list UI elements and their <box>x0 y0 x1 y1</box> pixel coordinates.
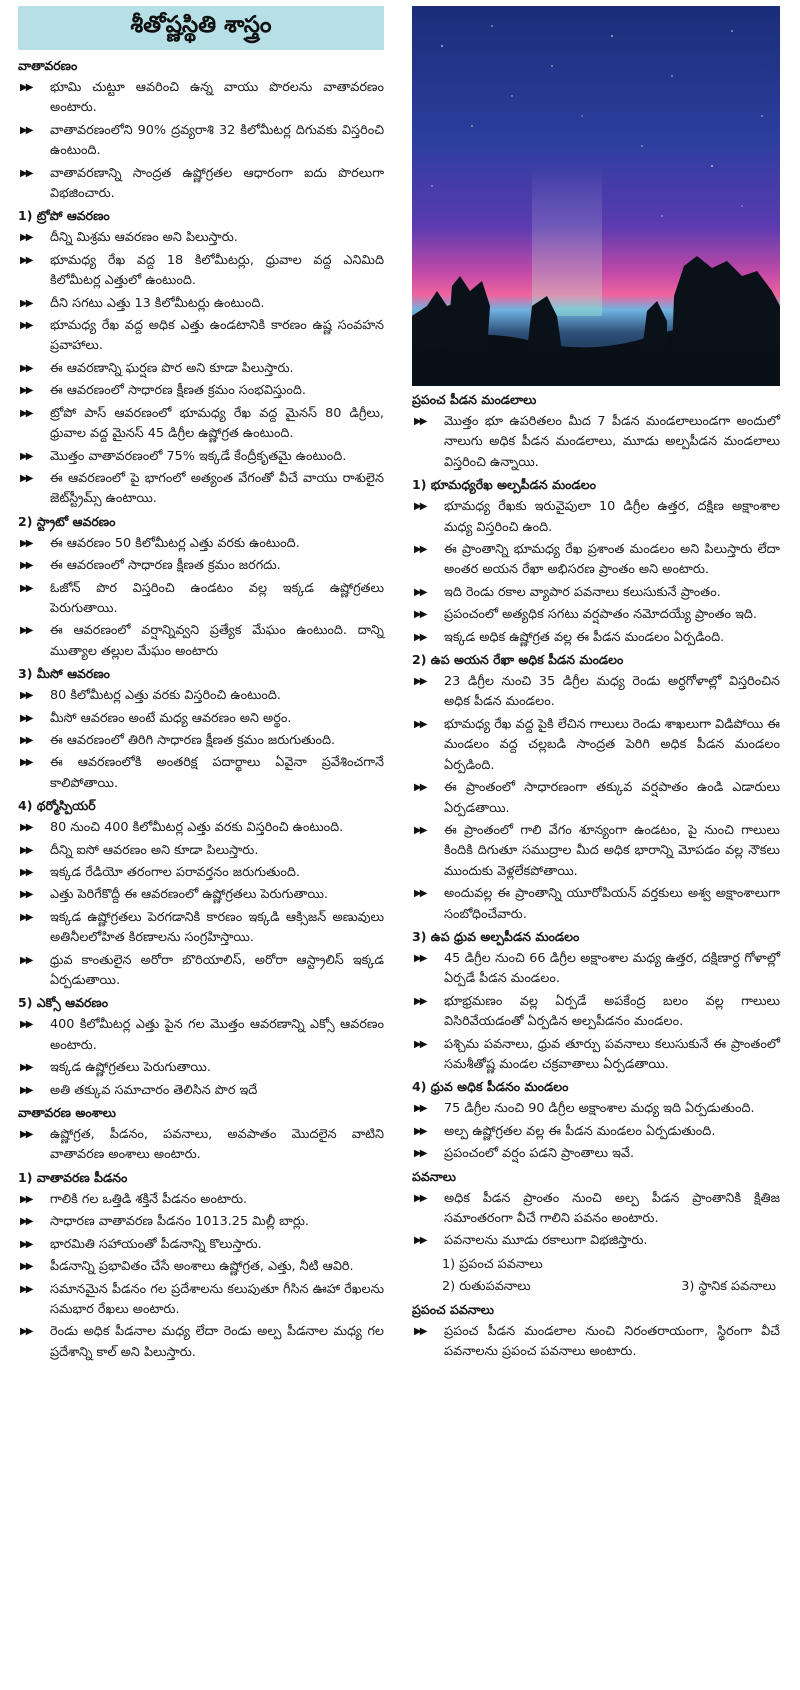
wind-type-2: 2) రుతుపవనాలు <box>442 1278 531 1294</box>
double-arrow-bullet-icon: ▶▶ <box>20 954 32 966</box>
right-column <box>412 6 780 1365</box>
double-arrow-bullet-icon: ▶▶ <box>20 124 32 136</box>
double-arrow-bullet-icon: ▶▶ <box>20 1261 32 1273</box>
pressure-belts-heading: ప్రపంచ పీడన మండలాలు <box>412 392 537 407</box>
bullet-text: ఎత్తు పెరిగేకొద్దీ ఈ ఆవరణంలో ఉష్ణోగ్రతలు పెరుగుతాయి. <box>50 887 328 903</box>
double-arrow-bullet-icon: ▶▶ <box>414 501 426 513</box>
bullet-text: మీసో ఆవరణం అంటే మధ్య ఆవరణం అని అర్థం. <box>50 710 292 726</box>
bullet-text: భూభ్రమణం వల్ల ఏర్పడే అపకేంద్ర బలం వల్ల గాలులు విసిరివేయడంతో ఏర్పడిన అల్పపీడనం మండలం. <box>444 993 780 1030</box>
bullet-item <box>18 951 384 992</box>
double-arrow-bullet-icon: ▶▶ <box>414 888 426 900</box>
double-arrow-bullet-icon: ▶▶ <box>414 782 426 794</box>
double-arrow-bullet-icon: ▶▶ <box>414 1103 426 1115</box>
bullet-text: పవనాలను మూడు రకాలుగా విభజిస్తారు. <box>444 1233 648 1249</box>
double-arrow-bullet-icon: ▶▶ <box>20 625 32 637</box>
subtrop-high-list <box>412 672 780 925</box>
bullet-item <box>18 908 384 949</box>
bullet-item <box>18 1081 384 1101</box>
bullet-text: మొత్తం వాతావరణంలో 75% ఇక్కడే కేంద్రీకృతమై ఉంటుంది. <box>50 448 347 464</box>
bullet-item <box>18 1125 384 1166</box>
bullet-text: వాతావరణాన్ని సాంద్రత ఉష్ణోగ్రతల ఆధారంగా ఐదు పొరలుగా విభజించారు. <box>50 165 384 202</box>
wind-type-row-2 <box>412 1276 780 1298</box>
bullet-item <box>18 1212 384 1232</box>
wind-type-1: 1) ప్రపంచ పవనాలు <box>442 1256 543 1272</box>
bullet-item <box>18 1322 384 1363</box>
bullet-text: 45 డిగ్రీల నుంచి 66 డిగ్రీల అక్షాంశాల మధ్య ఉత్తర, దక్షిణార్ధ గోళాల్లో ఏర్పడే పీడన మండలం. <box>444 950 780 987</box>
bullet-text: గాలికి గల ఒత్తిడి శక్తినే పీడనం అంటారు. <box>50 1191 248 1207</box>
bullet-item <box>18 251 384 292</box>
strato-heading: 2) స్ట్రాటో ఆవరణం <box>18 513 116 529</box>
bullet-text: వాతావరణంలోని 90% ద్రవ్యరాశి 32 కిలోమీటర్ల దిగువకు విస్తరించి ఉంటుంది. <box>50 122 384 159</box>
double-arrow-bullet-icon: ▶▶ <box>20 1193 32 1205</box>
bullet-item <box>18 404 384 445</box>
double-arrow-bullet-icon: ▶▶ <box>414 676 426 688</box>
elements-heading: వాతావరణ అంశాలు <box>18 1105 116 1121</box>
double-arrow-bullet-icon: ▶▶ <box>414 544 426 556</box>
bullet-text: ఈ ఆవరణం 50 కిలోమీటర్ల ఎత్తు వరకు ఉంటుంది. <box>50 535 300 551</box>
page-title: శీతోష్ణస్థితి శాస్త్రం <box>130 12 272 38</box>
double-arrow-bullet-icon: ▶▶ <box>20 385 32 397</box>
double-arrow-bullet-icon: ▶▶ <box>20 450 32 462</box>
bullet-item <box>412 821 780 882</box>
bullet-item <box>412 1322 780 1363</box>
bullet-text: భూమధ్య రేఖకు ఇరువైపులా 10 డిగ్రీల ఉత్తర, దక్షిణ అక్షాంశాల మధ్య విస్తరించి ఉంది. <box>444 499 780 535</box>
bullet-item <box>18 753 384 794</box>
subtrop-high-heading: 2) ఉప అయన రేఖా అధిక పీడన మండలం <box>412 652 624 668</box>
bullet-item <box>412 583 780 603</box>
bullet-item <box>18 359 384 379</box>
bullet-text: అధిక పీడన ప్రాంతం నుంచి అల్ప పీడన ప్రాంతానికి క్షితిజ సమాంతరంగా వీచే గాలిని పవనం అంటారు. <box>444 1190 780 1226</box>
bullet-item <box>18 469 384 510</box>
bullet-item <box>18 863 384 883</box>
bullet-text: సమానమైన పీడనం గల ప్రదేశాలను కలుపుతూ గీసిన ఊహా రేఖలను సమభార రేఖలు అంటారు. <box>50 1281 384 1317</box>
bullet-item <box>18 447 384 467</box>
double-arrow-bullet-icon: ▶▶ <box>20 690 32 702</box>
bullet-item <box>18 1190 384 1210</box>
bullet-item <box>18 1257 384 1277</box>
bullet-text: ఈ ప్రాంతాన్ని భూమధ్య రేఖ ప్రశాంత మండలం అని పిలుస్తారు లేదా అంతర అయన రేఖా అభిసరణ ప్రాంతం అని అంటారు. <box>444 542 780 578</box>
bullet-item <box>18 579 384 620</box>
bullet-item <box>412 992 780 1033</box>
double-arrow-bullet-icon: ▶▶ <box>414 1038 426 1050</box>
bullet-item <box>412 1144 780 1164</box>
bullet-text: భూమధ్య రేఖ వద్ద అధిక ఎత్తు ఉండటానికి కారణం ఉష్ణ సంవహన ప్రవాహాలు. <box>50 318 384 354</box>
tropo-list <box>18 228 384 509</box>
bullet-item <box>18 1058 384 1078</box>
bullet-text: ఈ ఆవరణాన్ని ఘర్షణ పొర అని కూడా పిలుస్తారు. <box>50 360 294 376</box>
bullet-item <box>412 949 780 990</box>
eq-low-list <box>412 497 780 648</box>
bullet-item <box>412 497 780 538</box>
double-arrow-bullet-icon: ▶▶ <box>20 1238 32 1250</box>
bullet-item <box>18 885 384 905</box>
wind-type-3: 3) స్థానిక పవనాలు <box>681 1278 776 1294</box>
bullet-text: ఓజోన్ పొర విస్తరించి ఉండటం వల్ల ఇక్కడ ఉష్ణోగ్రతలు పెరుగుతాయి. <box>50 580 384 616</box>
meso-list <box>18 686 384 794</box>
bullet-text: భూమి చుట్టూ ఆవరించి ఉన్న వాయు పొరలను వాతావరణం అంటారు. <box>50 80 384 116</box>
polar-high-list <box>412 1099 780 1164</box>
bullet-text: భూమధ్య రేఖ వద్ద 18 కిలోమీటర్లు, ధ్రువాల వద్ద ఎనిమిది కిలోమీటర్ల ఎత్తులో ఉంటుంది. <box>50 252 384 289</box>
subpolar-low-list <box>412 949 780 1075</box>
bullet-text: ప్రపంచ పీడన మండలాల నుంచి నిరంతరాయంగా, స్థిరంగా వీచే పవనాలను ప్రపంచ పవనాలు అంటారు. <box>444 1323 780 1360</box>
double-arrow-bullet-icon: ▶▶ <box>20 297 32 309</box>
bullet-text: ఈ ప్రాంతంలో గాలి వేగం శూన్యంగా ఉండటం, పై నుంచి గాలులు కిందికి దిగుతూ సముద్రాల మీద అధిక భారాన్ని మోపడం వల్ల నౌకలు ముందుకు వెళ్లలేకపోతాయి. <box>444 822 780 879</box>
bullet-item <box>18 686 384 706</box>
bullet-item <box>18 534 384 554</box>
double-arrow-bullet-icon: ▶▶ <box>20 320 32 332</box>
strato-list <box>18 534 384 662</box>
bullet-text: ఈ ఆవరణంలో వర్షాన్నివ్వని ప్రత్యేక మేఘం ఉంటుంది. దాన్ని ముత్యాల తల్లుల మేఘం అంటారు <box>50 623 384 659</box>
bullet-item <box>18 1280 384 1321</box>
bullet-text: భూమధ్య రేఖ వద్ద పైకి లేచిన గాలులు రెండు శాఖలుగా విడిపోయి ఈ మండలం వద్ద చల్లబడి సాంద్రత పెరిగి అధిక పీడన మండలం ఏర్పడింది. <box>444 716 780 773</box>
double-arrow-bullet-icon: ▶▶ <box>20 362 32 374</box>
bullet-item <box>412 1035 780 1076</box>
bullet-item <box>18 228 384 248</box>
double-arrow-bullet-icon: ▶▶ <box>20 82 32 93</box>
exo-heading: 5) ఎక్సో ఆవరణం <box>18 995 109 1011</box>
bullet-item <box>18 731 384 751</box>
bullet-item <box>412 1099 780 1119</box>
bullet-item <box>18 841 384 861</box>
double-arrow-bullet-icon: ▶▶ <box>20 1326 32 1338</box>
bullet-text: ఇక్కడ రేడియో తరంగాల పరావర్తనం జరుగుతుంది. <box>50 865 301 880</box>
double-arrow-bullet-icon: ▶▶ <box>20 537 32 549</box>
bullet-text: దీన్ని మిశ్రమ ఆవరణం అని పిలుస్తారు. <box>50 230 238 246</box>
aurora-photo <box>412 6 780 386</box>
subpolar-low-heading: 3) ఉప ధ్రువ అల్పపీడన మండలం <box>412 928 580 944</box>
bullet-text: అల్ప ఉష్ణోగ్రతల వల్ల ఈ పీడన మండలం ఏర్పడుతుంది. <box>444 1123 716 1139</box>
bullet-item <box>412 540 780 581</box>
bullet-item <box>412 778 780 819</box>
double-arrow-bullet-icon: ▶▶ <box>414 995 426 1007</box>
global-winds-list <box>412 1322 780 1363</box>
double-arrow-bullet-icon: ▶▶ <box>414 824 426 836</box>
polar-high-heading: 4) ధ్రువ అధిక పీడనం మండలం <box>412 1079 569 1095</box>
pressure-list <box>18 1190 384 1363</box>
bullet-text: పశ్చిమ పవనాలు, ధ్రువ తూర్పు పవనాలు కలుసుకునే ఈ ప్రాంతంలో సమశీతోష్ణ మండల చక్రవాతాలు ఏర్పడతాయి. <box>444 1036 780 1072</box>
double-arrow-bullet-icon: ▶▶ <box>414 1148 426 1160</box>
pressure-belts-list <box>412 412 780 473</box>
double-arrow-bullet-icon: ▶▶ <box>20 167 32 179</box>
double-arrow-bullet-icon: ▶▶ <box>20 407 32 419</box>
bullet-item <box>18 621 384 662</box>
double-arrow-bullet-icon: ▶▶ <box>20 582 32 594</box>
bullet-text: సాధారణ వాతావరణ పీడనం 1013.25 మిల్లీ బార్లు. <box>50 1214 309 1230</box>
bullet-text: ట్రోపో పాస్ ఆవరణంలో భూమధ్య రేఖ వద్ద మైనస్ 80 డిగ్రీలు, ధ్రువాల వద్ద మైనస్ 45 డిగ్రీల ఉష్ణోగ్రత ఉంటుంది. <box>50 405 384 442</box>
bullet-item <box>412 628 780 648</box>
bullet-text: దీని సగటు ఎత్తు 13 కిలోమీటర్లు ఉంటుంది. <box>50 295 265 311</box>
double-arrow-bullet-icon: ▶▶ <box>20 1216 32 1228</box>
bullet-text: ఈ ఆవరణంలో సాధారణ క్షీణత క్రమం సంభవిస్తుంది. <box>50 383 306 399</box>
bullet-item <box>412 672 780 713</box>
bullet-item <box>18 818 384 838</box>
bullet-item <box>18 381 384 401</box>
bullet-text: అతి తక్కువ సమాచారం తెలిసిన పొర ఇదే <box>50 1082 258 1098</box>
bullet-text: ధ్రువ కాంతులైన అరోరా బొరియాలిస్, అరోరా ఆస్ట్రాలిస్ ఇక్కడ ఏర్పడుతాయి. <box>50 952 384 989</box>
bullet-item <box>18 316 384 357</box>
atmosphere-list <box>18 78 384 204</box>
double-arrow-bullet-icon: ▶▶ <box>20 1019 32 1031</box>
bullet-item <box>18 709 384 729</box>
bullet-text: అందువల్ల ఈ ప్రాంతాన్ని యూరోపియన్ వర్తకులు అశ్వ అక్షాంశాలుగా సంబోధించేవారు. <box>444 886 780 922</box>
title-banner <box>18 6 384 50</box>
double-arrow-bullet-icon: ▶▶ <box>20 712 32 724</box>
bullet-item <box>412 1189 780 1230</box>
bullet-text: ఇక్కడ ఉష్ణోగ్రతలు పెరుగుతాయి. <box>50 1060 211 1076</box>
double-arrow-bullet-icon: ▶▶ <box>414 1235 426 1247</box>
double-arrow-bullet-icon: ▶▶ <box>20 822 32 834</box>
eq-low-heading: 1) భూమధ్యరేఖ అల్పపీడన మండలం <box>412 477 596 493</box>
bullet-text: ఈ ఆవరణంలో సాధారణ క్షీణత క్రమం జరగదు. <box>50 558 281 574</box>
bullet-item <box>18 164 384 205</box>
bullet-item <box>18 78 384 119</box>
bullet-text: 23 డిగ్రీల నుంచి 35 డిగ్రీల మధ్య రెండు అర్ధగోళాల్లో విస్తరించిన అధిక పీడన మండలం. <box>444 674 780 710</box>
double-arrow-bullet-icon: ▶▶ <box>414 609 426 621</box>
double-arrow-bullet-icon: ▶▶ <box>20 232 32 244</box>
bullet-text: దీన్ని ఐసో ఆవరణం అని కూడా పిలుస్తారు. <box>50 842 259 858</box>
double-arrow-bullet-icon: ▶▶ <box>20 844 32 856</box>
double-arrow-bullet-icon: ▶▶ <box>20 889 32 901</box>
bullet-item <box>18 1015 384 1056</box>
bullet-text: పీడనాన్ని ప్రభావితం చేసే అంశాలు ఉష్ణోగ్రత, ఎత్తు, నీటి ఆవిరి. <box>50 1259 354 1275</box>
double-arrow-bullet-icon: ▶▶ <box>414 1325 426 1337</box>
bullet-text: రెండు అధిక పీడనాల మధ్య లేదా రెండు అల్ప పీడనాల మధ్య గల ప్రదేశాన్ని కాల్ అని పిలుస్తారు. <box>50 1324 384 1360</box>
bullet-text: ఈ ఆవరణంలో తిరిగి సాధారణ క్షీణత క్రమం జరుగుతుంది. <box>50 732 336 748</box>
bullet-item <box>412 1122 780 1142</box>
bullet-item <box>18 1235 384 1255</box>
double-arrow-bullet-icon: ▶▶ <box>414 718 426 730</box>
double-arrow-bullet-icon: ▶▶ <box>20 1062 32 1074</box>
double-arrow-bullet-icon: ▶▶ <box>414 1125 426 1137</box>
double-arrow-bullet-icon: ▶▶ <box>414 586 426 598</box>
bullet-item <box>412 412 780 473</box>
double-arrow-bullet-icon: ▶▶ <box>20 254 32 266</box>
double-arrow-bullet-icon: ▶▶ <box>20 911 32 923</box>
bullet-text: 400 కిలోమీటర్ల ఎత్తు పైన గల మొత్తం ఆవరణాన్ని ఎక్సో ఆవరణం అంటారు. <box>50 1017 384 1053</box>
bullet-text: ఈ ఆవరణంలోకి అంతరిక్ష పదార్థాలు ఏవైనా ప్రవేశించగానే కాలిపోతాయి. <box>50 755 384 791</box>
bullet-text: ఇక్కడ అధిక ఉష్ణోగ్రత వల్ల ఈ పీడన మండలం ఏర్పడింది. <box>444 629 725 645</box>
bullet-text: మొత్తం భూ ఉపరితలం మీద 7 పీడన మండలాలుండగా అందులో నాలుగు అధిక పీడన మండలాలు, మూడు అల్పపీడన మండలాలు విస్తరించి ఉన్నాయి. <box>444 414 780 470</box>
double-arrow-bullet-icon: ▶▶ <box>20 734 32 746</box>
double-arrow-bullet-icon: ▶▶ <box>414 1192 426 1204</box>
double-arrow-bullet-icon: ▶▶ <box>20 560 32 572</box>
bullet-item <box>18 556 384 576</box>
atmosphere-heading: వాతావరణం <box>18 58 78 73</box>
pressure-heading: 1) వాతావరణ పీడనం <box>18 1169 128 1185</box>
bullet-text: ప్రపంచంలో వర్షం పడని ప్రాంతాలు ఇవే. <box>444 1146 635 1162</box>
bullet-item <box>18 121 384 162</box>
left-column <box>18 6 384 1365</box>
bullet-text: 75 డిగ్రీల నుంచి 90 డిగ్రీల అక్షాంశాల మధ్య ఇది ఏర్పడుతుంది. <box>444 1101 755 1117</box>
double-arrow-bullet-icon: ▶▶ <box>20 867 32 878</box>
thermo-heading: 4) థర్మోస్పియర్ <box>18 798 96 814</box>
double-arrow-bullet-icon: ▶▶ <box>414 952 426 964</box>
bullet-text: ప్రపంచంలో అత్యధిక సగటు వర్షపాతం నమోదయ్యే ప్రాంతం ఇది. <box>444 607 758 623</box>
winds-heading: పవనాలు <box>412 1168 456 1184</box>
double-arrow-bullet-icon: ▶▶ <box>20 472 32 484</box>
double-arrow-bullet-icon: ▶▶ <box>20 757 32 769</box>
bullet-text: ఇది రెండు రకాల వ్యాపార పవనాలు కలుసుకునే ప్రాంతం. <box>444 584 721 600</box>
elements-list <box>18 1125 384 1166</box>
bullet-item <box>412 1231 780 1251</box>
tropo-heading: 1) ట్రోపో ఆవరణం <box>18 208 110 224</box>
bullet-text: 80 నుంచి 400 కిలోమీటర్ల ఎత్తు వరకు విస్తరించి ఉంటుంది. <box>50 820 344 836</box>
bullet-text: 80 కిలోమీటర్ల ఎత్తు వరకు విస్తరించి ఉంటుంది. <box>50 688 281 704</box>
wind-type-row-1 <box>412 1254 780 1276</box>
double-arrow-bullet-icon: ▶▶ <box>414 631 426 643</box>
double-arrow-bullet-icon: ▶▶ <box>20 1084 32 1096</box>
exo-list <box>18 1015 384 1101</box>
thermo-list <box>18 818 384 991</box>
bullet-text: ఉష్ణోగ్రత, పీడనం, పవనాలు, అవపాతం మొదలైన వాటిని వాతావరణ అంశాలు అంటారు. <box>50 1127 384 1163</box>
winds-list <box>412 1189 780 1252</box>
bullet-item <box>18 294 384 314</box>
double-arrow-bullet-icon: ▶▶ <box>20 1129 32 1141</box>
bullet-text: ఇక్కడ ఉష్ణోగ్రతలు పెరగడానికి కారణం ఇక్కడి ఆక్సిజన్ అణువులు అతినీలలోహిత కిరణాలను సంగ్రహిస్తాయి. <box>50 909 384 946</box>
bullet-item <box>412 884 780 925</box>
bullet-text: భారమితి సహాయంతో పీడనాన్ని కొలుస్తారు. <box>50 1236 262 1252</box>
bullet-text: ఈ ఆవరణంలో పై భాగంలో అత్యంత వేగంతో వీచే వాయు రాశులైన జెట్‌స్ట్రీమ్స్ ఉంటాయి. <box>50 470 384 507</box>
bullet-item <box>412 715 780 776</box>
bullet-text: ఈ ప్రాంతంలో సాధారణంగా తక్కువ వర్షపాతం ఉండి ఎడారులు ఏర్పడతాయి. <box>444 780 780 816</box>
double-arrow-bullet-icon: ▶▶ <box>20 1283 32 1295</box>
global-winds-heading: ప్రపంచ పవనాలు <box>412 1301 494 1317</box>
bullet-item <box>412 605 780 625</box>
aurora-landscape-illustration <box>412 6 780 386</box>
double-arrow-bullet-icon: ▶▶ <box>414 416 426 427</box>
meso-heading: 3) మీసో ఆవరణం <box>18 666 111 682</box>
